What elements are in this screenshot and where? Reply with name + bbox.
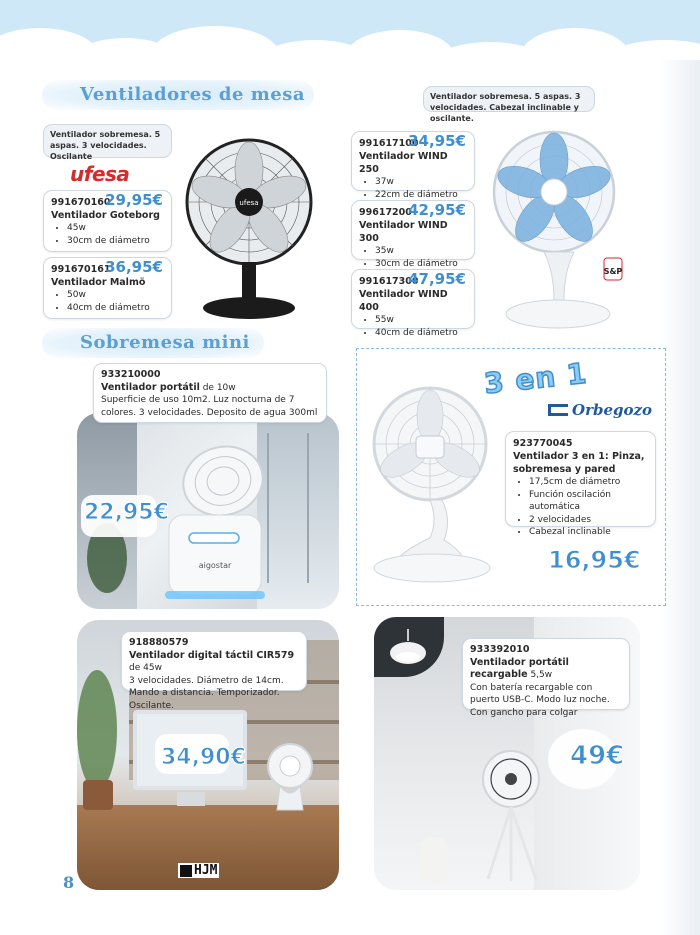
spec-item: • Función oscilación automática [529,489,648,514]
product-card-cir579 [121,631,307,711]
product-name: Ventilador WIND 250 [359,151,448,175]
spec-item: • 30cm de diámetro [375,258,467,271]
ufesa-note: Ventilador sobremesa. 5 aspas. 3 velocidades. Oscilante [43,124,172,158]
spec-item: • 22cm de diámetro [375,189,467,202]
orbegozo-price: 16,95€ [548,546,641,574]
spec-item: • 35w [375,245,467,258]
product-price: 42,95€ [408,201,466,219]
product-code: 991670161 [51,264,111,275]
three-in-one-badge: 3 en 1 [482,356,589,401]
recargable-price: 49€ [570,741,625,771]
product-name: Ventilador digital táctil CIR579 [129,649,295,661]
spec-item: • 45w [67,222,164,235]
orbegozo-logo [548,401,652,419]
mini-fan-price: 22,95€ [84,500,169,525]
hjm-mark-icon [180,865,192,877]
spec-item: • 40cm de diámetro [67,302,164,315]
product-card-wind-250 [351,131,475,200]
product-code: 99617200 [359,207,412,218]
product-card-mini-portatil [93,363,327,423]
sp-white-fan-image [492,122,624,334]
product-code: 918880579 [129,637,189,648]
spec-item: • 40cm de diámetro [375,327,467,340]
product-name-suffix: de 45w [129,663,162,673]
product-name: Ventilador 3 en 1: Pinza, sobremesa y pared [513,451,645,475]
sp-note: Ventilador sobremesa. 5 aspas. 3 velocidades. Cabezal inclinable y oscilante. [423,86,595,112]
product-price: 34,95€ [408,132,466,150]
product-name: Ventilador Malmö [51,277,146,288]
product-name-suffix: 5,5w [527,670,553,680]
product-code: 933392010 [470,644,530,655]
product-card-goteborg [43,190,172,252]
ufesa-logo: ufesa [70,162,130,186]
sp-logo: S&P [603,267,623,276]
product-code: 991617100 [359,138,419,149]
page-number: 8 [63,873,75,892]
product-code: 991617300 [359,276,419,287]
cir579-price: 34,90€ [161,745,246,770]
spec-item: • Cabezal inclinable [529,526,648,539]
product-description: Superficie de uso 10m2. Luz nocturna de 7 colores. 3 velocidades. Deposito de agua 300ml [101,395,318,418]
product-description: 3 velocidades. Diámetro de 14cm. Mando a distancia. Temporizador. Oscilante. [129,675,284,711]
spec-item: • 50w [67,289,164,302]
product-name: Ventilador Goteborg [51,210,160,221]
product-name: Ventilador WIND 300 [359,220,448,244]
section-title-mesa: Ventiladores de mesa [42,80,314,110]
product-card-malmo [43,257,172,319]
spec-item: • 37w [375,176,467,189]
spec-item: • 17,5cm de diámetro [529,476,648,489]
orbegozo-mark-icon [548,404,568,416]
spec-item: • 30cm de diámetro [67,235,164,248]
device-brand-label: aigostar [198,561,232,570]
spec-item: • 2 velocidades [529,514,648,527]
product-description: Con batería recargable con puerto USB-C. Modo luz noche. Con gancho para colgar [470,682,610,718]
product-card-wind-300 [351,200,475,269]
orbegozo-brand-text: Orbegozo [572,401,653,419]
product-name: Ventilador WIND 400 [359,289,448,313]
product-name-suffix: de 10w [199,382,236,393]
product-price: 47,95€ [408,270,466,288]
product-name: Ventilador portátil recargable [470,656,569,680]
product-card-orbegozo [505,431,656,537]
fan-brand-label: ufesa [239,199,259,207]
product-code: 991670160 [51,197,111,208]
hjm-brand-text: HJM [194,863,218,878]
product-name: Ventilador portátil [101,381,200,393]
product-code: 923770045 [513,438,573,449]
product-card-wind-400 [351,269,475,338]
page-edge-shadow [660,60,700,935]
product-card-recargable [462,638,630,718]
product-price: 36,95€ [105,258,163,276]
spec-item: • 55w [375,314,467,327]
hjm-logo [178,863,219,878]
section-title-mini: Sobremesa mini [42,328,264,358]
product-code: 933210000 [101,369,161,380]
ufesa-black-fan-image [184,130,314,322]
product-price: 29,95€ [105,191,163,209]
orbegozo-clip-fan-image [368,380,500,586]
